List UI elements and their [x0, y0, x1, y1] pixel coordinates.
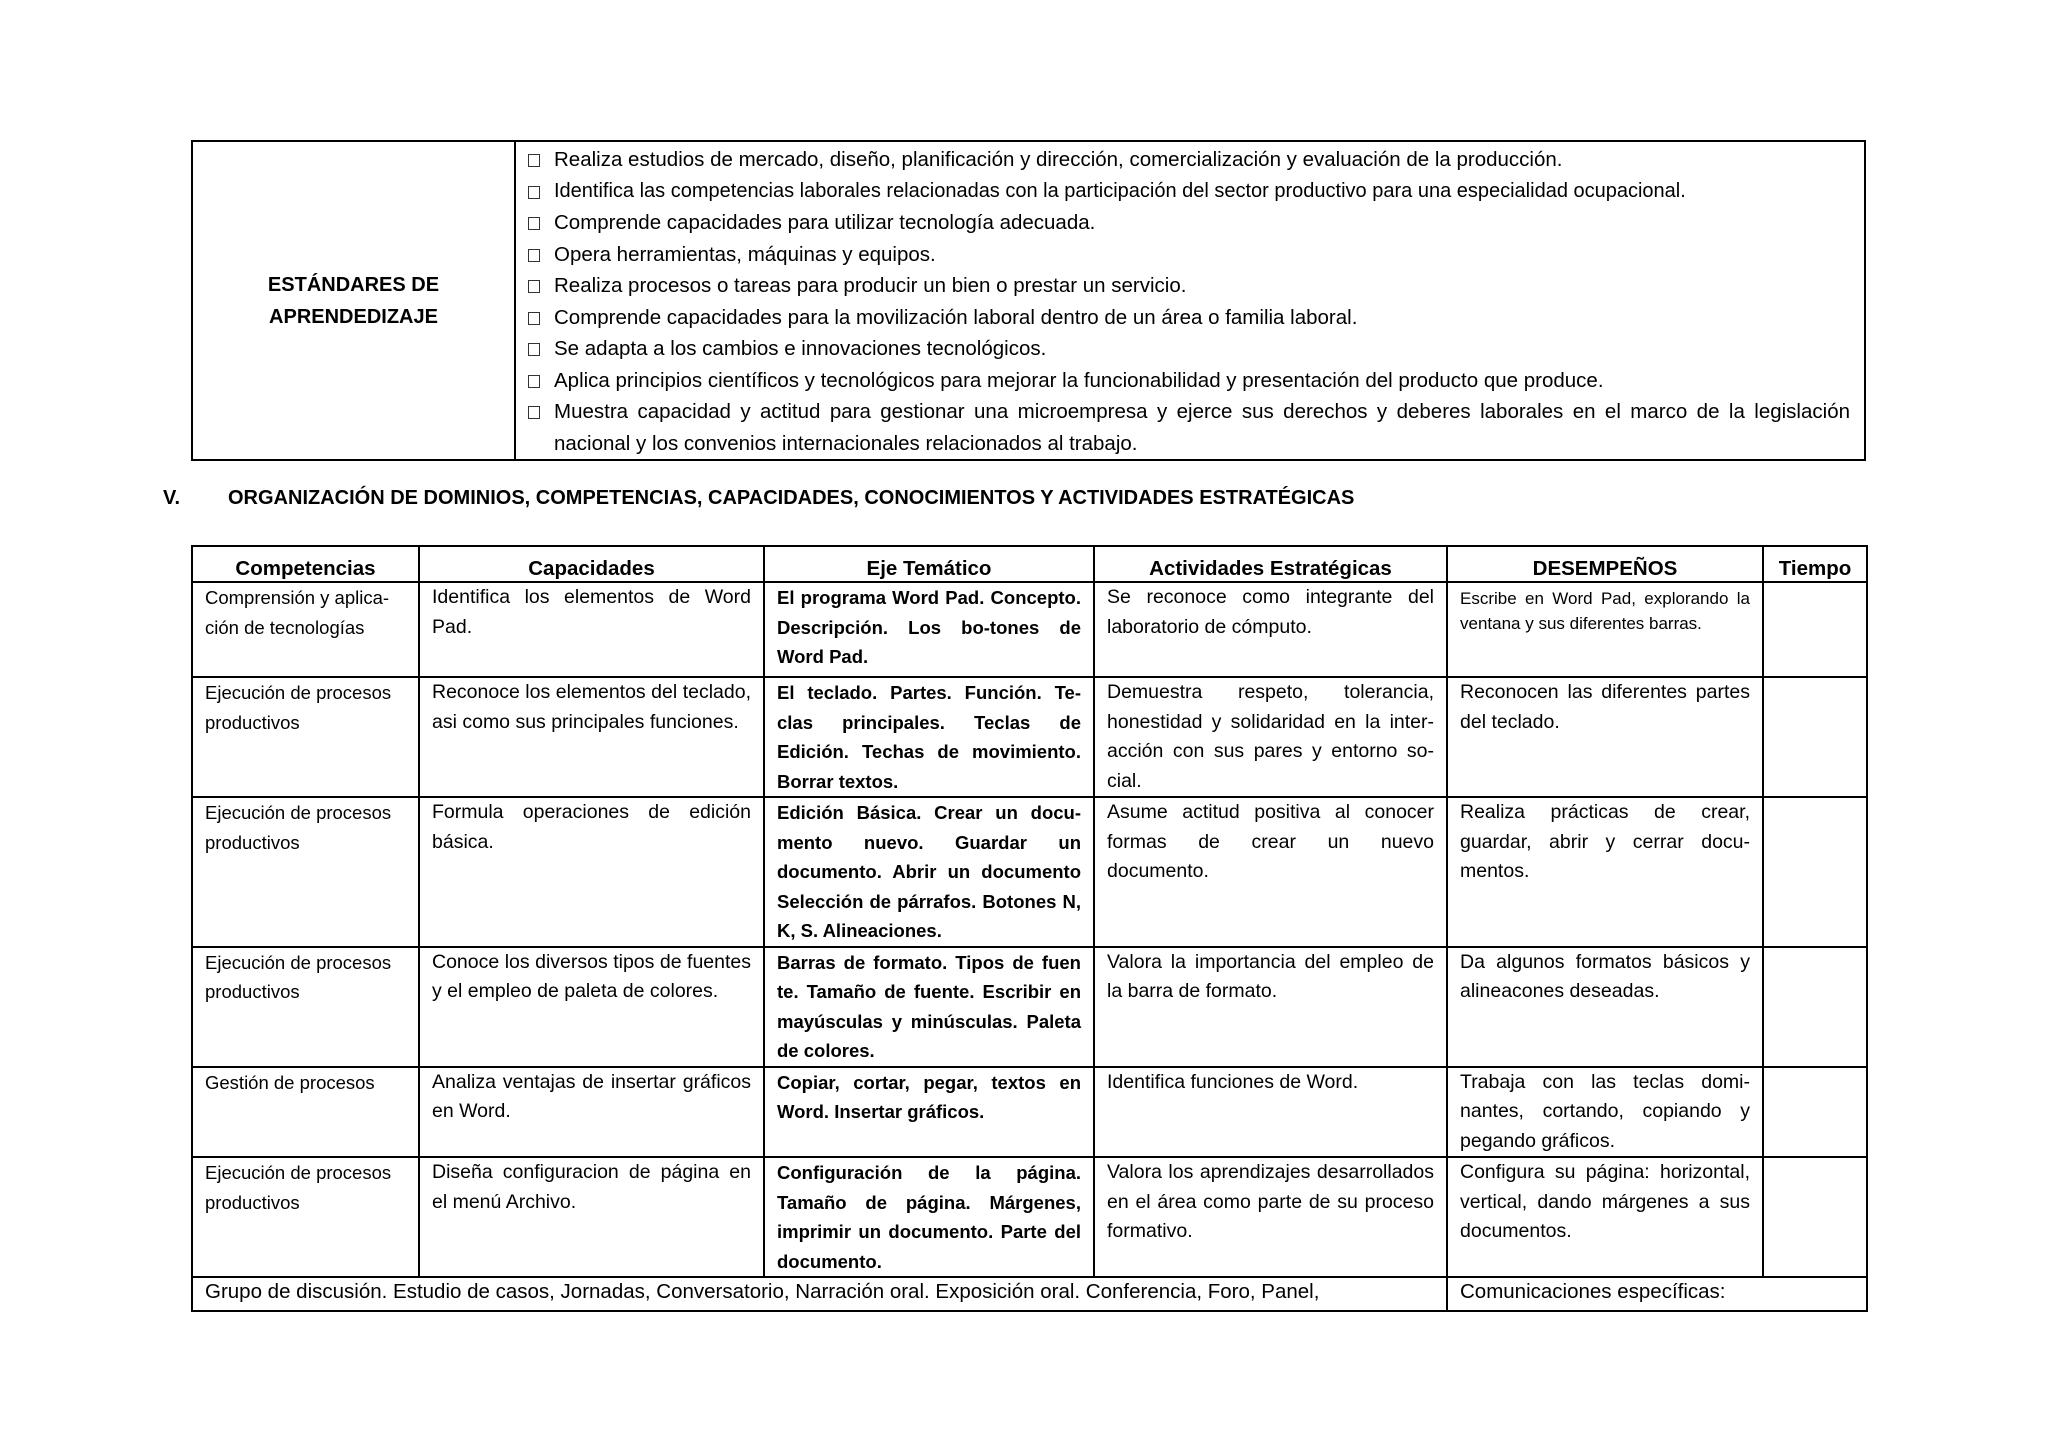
header-desempenos: DESEMPEÑOS — [1447, 546, 1763, 582]
section-title: ORGANIZACIÓN DE DOMINIOS, COMPETENCIAS, CAPACIDADES, CONOCIMIENTOS Y ACTIVIDADES ESTRATÉGICAS — [228, 487, 1355, 509]
cell-competencia: Ejecución de procesos productivos — [192, 1157, 419, 1277]
table-header-row — [192, 546, 1867, 582]
header-actividades: Actividades Estratégicas — [1094, 546, 1447, 582]
cell-actividad: Se reconoce como integrante del laboratorio de cómputo. — [1094, 582, 1447, 677]
cell-actividad: Valora los aprendizajes desarrollados en el área como parte de su proceso formativo. — [1094, 1157, 1447, 1277]
cell-eje: Edición Básica. Crear un docu-mento nuevo. Guardar un documento. Abrir un documento Selección de párrafos. Botones N, K, S. Alineaciones. — [764, 797, 1094, 947]
section-heading — [163, 487, 1354, 510]
cell-eje: Copiar, cortar, pegar, textos en Word. Insertar gráficos. — [764, 1067, 1094, 1158]
standards-label — [192, 141, 515, 460]
standards-list — [516, 142, 1864, 459]
cell-tiempo — [1763, 797, 1867, 947]
checkbox-icon — [528, 280, 540, 293]
cell-tiempo — [1763, 947, 1867, 1067]
cell-desempeno: Da algunos formatos básicos y alineacones deseadas. — [1447, 947, 1763, 1067]
cell-desempeno: Trabaja con las teclas domi-nantes, cortando, copiando y pegando gráficos. — [1447, 1067, 1763, 1158]
footer-communications: Comunicaciones específicas: — [1447, 1277, 1867, 1311]
cell-tiempo — [1763, 677, 1867, 797]
header-capacidades: Capacidades — [419, 546, 764, 582]
cell-actividad: Demuestra respeto, tolerancia, honestidad y solidaridad en la inter-acción con sus pares y entorno so-cial. — [1094, 677, 1447, 797]
cell-desempeno: Configura su página: horizontal, vertical, dando márgenes a sus documentos. — [1447, 1157, 1763, 1277]
header-eje-tematico: Eje Temático — [764, 546, 1094, 582]
standard-item: Realiza estudios de mercado, diseño, planificación y dirección, comercialización y evaluación de la producción. — [528, 144, 1850, 176]
cell-desempeno: Realiza prácticas de crear, guardar, abrir y cerrar docu-mentos. — [1447, 797, 1763, 947]
cell-competencia: Gestión de procesos — [192, 1067, 419, 1158]
standards-list-cell — [515, 141, 1865, 460]
cell-actividad: Asume actitud positiva al conocer formas de crear un nuevo documento. — [1094, 797, 1447, 947]
cell-desempeno: Reconocen las diferentes partes del teclado. — [1447, 677, 1763, 797]
cell-actividad: Valora la importancia del empleo de la barra de formato. — [1094, 947, 1447, 1067]
cell-tiempo — [1763, 582, 1867, 677]
cell-capacidad: Identifica los elementos de Word Pad. — [419, 582, 764, 677]
checkbox-icon — [528, 343, 540, 356]
cell-capacidad: Reconoce los elementos del teclado, asi como sus principales funciones. — [419, 677, 764, 797]
table-footer-row — [192, 1277, 1867, 1311]
table-row — [192, 582, 1867, 677]
header-competencias: Competencias — [192, 546, 419, 582]
cell-desempeno: Escribe en Word Pad, explorando la ventana y sus diferentes barras. — [1447, 582, 1763, 677]
table-row — [192, 947, 1867, 1067]
cell-competencia: Ejecución de procesos productivos — [192, 797, 419, 947]
cell-tiempo — [1763, 1157, 1867, 1277]
cell-competencia: Ejecución de procesos productivos — [192, 677, 419, 797]
footer-methods: Grupo de discusión. Estudio de casos, Jornadas, Conversatorio, Narración oral. Exposición oral. Conferencia, Foro, Panel, — [192, 1277, 1447, 1311]
cell-eje: El teclado. Partes. Función. Te-clas principales. Teclas de Edición. Techas de movimiento. Borrar textos. — [764, 677, 1094, 797]
cell-eje: Barras de formato. Tipos de fuen te. Tamaño de fuente. Escribir en mayúsculas y minúsculas. Paleta de colores. — [764, 947, 1094, 1067]
standard-item: Aplica principios científicos y tecnológicos para mejorar la funcionabilidad y presentación del producto que produce. — [528, 365, 1850, 397]
checkbox-icon — [528, 249, 540, 262]
cell-capacidad: Formula operaciones de edición básica. — [419, 797, 764, 947]
standard-item: Se adapta a los cambios e innovaciones tecnológicos. — [528, 333, 1850, 365]
checkbox-icon — [528, 217, 540, 230]
cell-capacidad: Analiza ventajas de insertar gráficos en Word. — [419, 1067, 764, 1158]
standard-item: Realiza procesos o tareas para producir un bien o prestar un servicio. — [528, 270, 1850, 302]
section-number: V. — [163, 487, 181, 509]
standards-label-text: ESTÁNDARES DE APRENDEDIZAJE — [267, 273, 440, 328]
standard-item: Identifica las competencias laborales relacionadas con la participación del sector productivo para una especialidad ocupacional. — [528, 176, 1850, 208]
standard-item: Comprende capacidades para utilizar tecnología adecuada. — [528, 207, 1850, 239]
standards-table — [191, 140, 1866, 461]
table-row — [192, 677, 1867, 797]
standard-item: Muestra capacidad y actitud para gestionar una microempresa y ejerce sus derechos y deberes laborales en el marco de la legislación nacional y los convenios internacionales relacionados al trabajo. — [528, 396, 1850, 459]
standard-item: Opera herramientas, máquinas y equipos. — [528, 239, 1850, 271]
table-row — [192, 1157, 1867, 1277]
checkbox-icon — [528, 154, 540, 167]
checkbox-icon — [528, 406, 540, 419]
cell-capacidad: Conoce los diversos tipos de fuentes y el empleo de paleta de colores. — [419, 947, 764, 1067]
cell-actividad: Identifica funciones de Word. — [1094, 1067, 1447, 1158]
checkbox-icon — [528, 375, 540, 388]
header-tiempo: Tiempo — [1763, 546, 1867, 582]
cell-eje: Configuración de la página. Tamaño de página. Márgenes, imprimir un documento. Parte del documento. — [764, 1157, 1094, 1277]
competencies-table — [191, 545, 1868, 1312]
cell-capacidad: Diseña configuracion de página en el menú Archivo. — [419, 1157, 764, 1277]
cell-competencia: Comprensión y aplica-ción de tecnologías — [192, 582, 419, 677]
cell-eje: El programa Word Pad. Concepto. Descripción. Los bo-tones de Word Pad. — [764, 582, 1094, 677]
table-row — [192, 1067, 1867, 1158]
checkbox-icon — [528, 312, 540, 325]
table-row — [192, 797, 1867, 947]
checkbox-icon — [528, 186, 540, 199]
cell-competencia: Ejecución de procesos productivos — [192, 947, 419, 1067]
standard-item: Comprende capacidades para la movilización laboral dentro de un área o familia laboral. — [528, 302, 1850, 334]
cell-tiempo — [1763, 1067, 1867, 1158]
